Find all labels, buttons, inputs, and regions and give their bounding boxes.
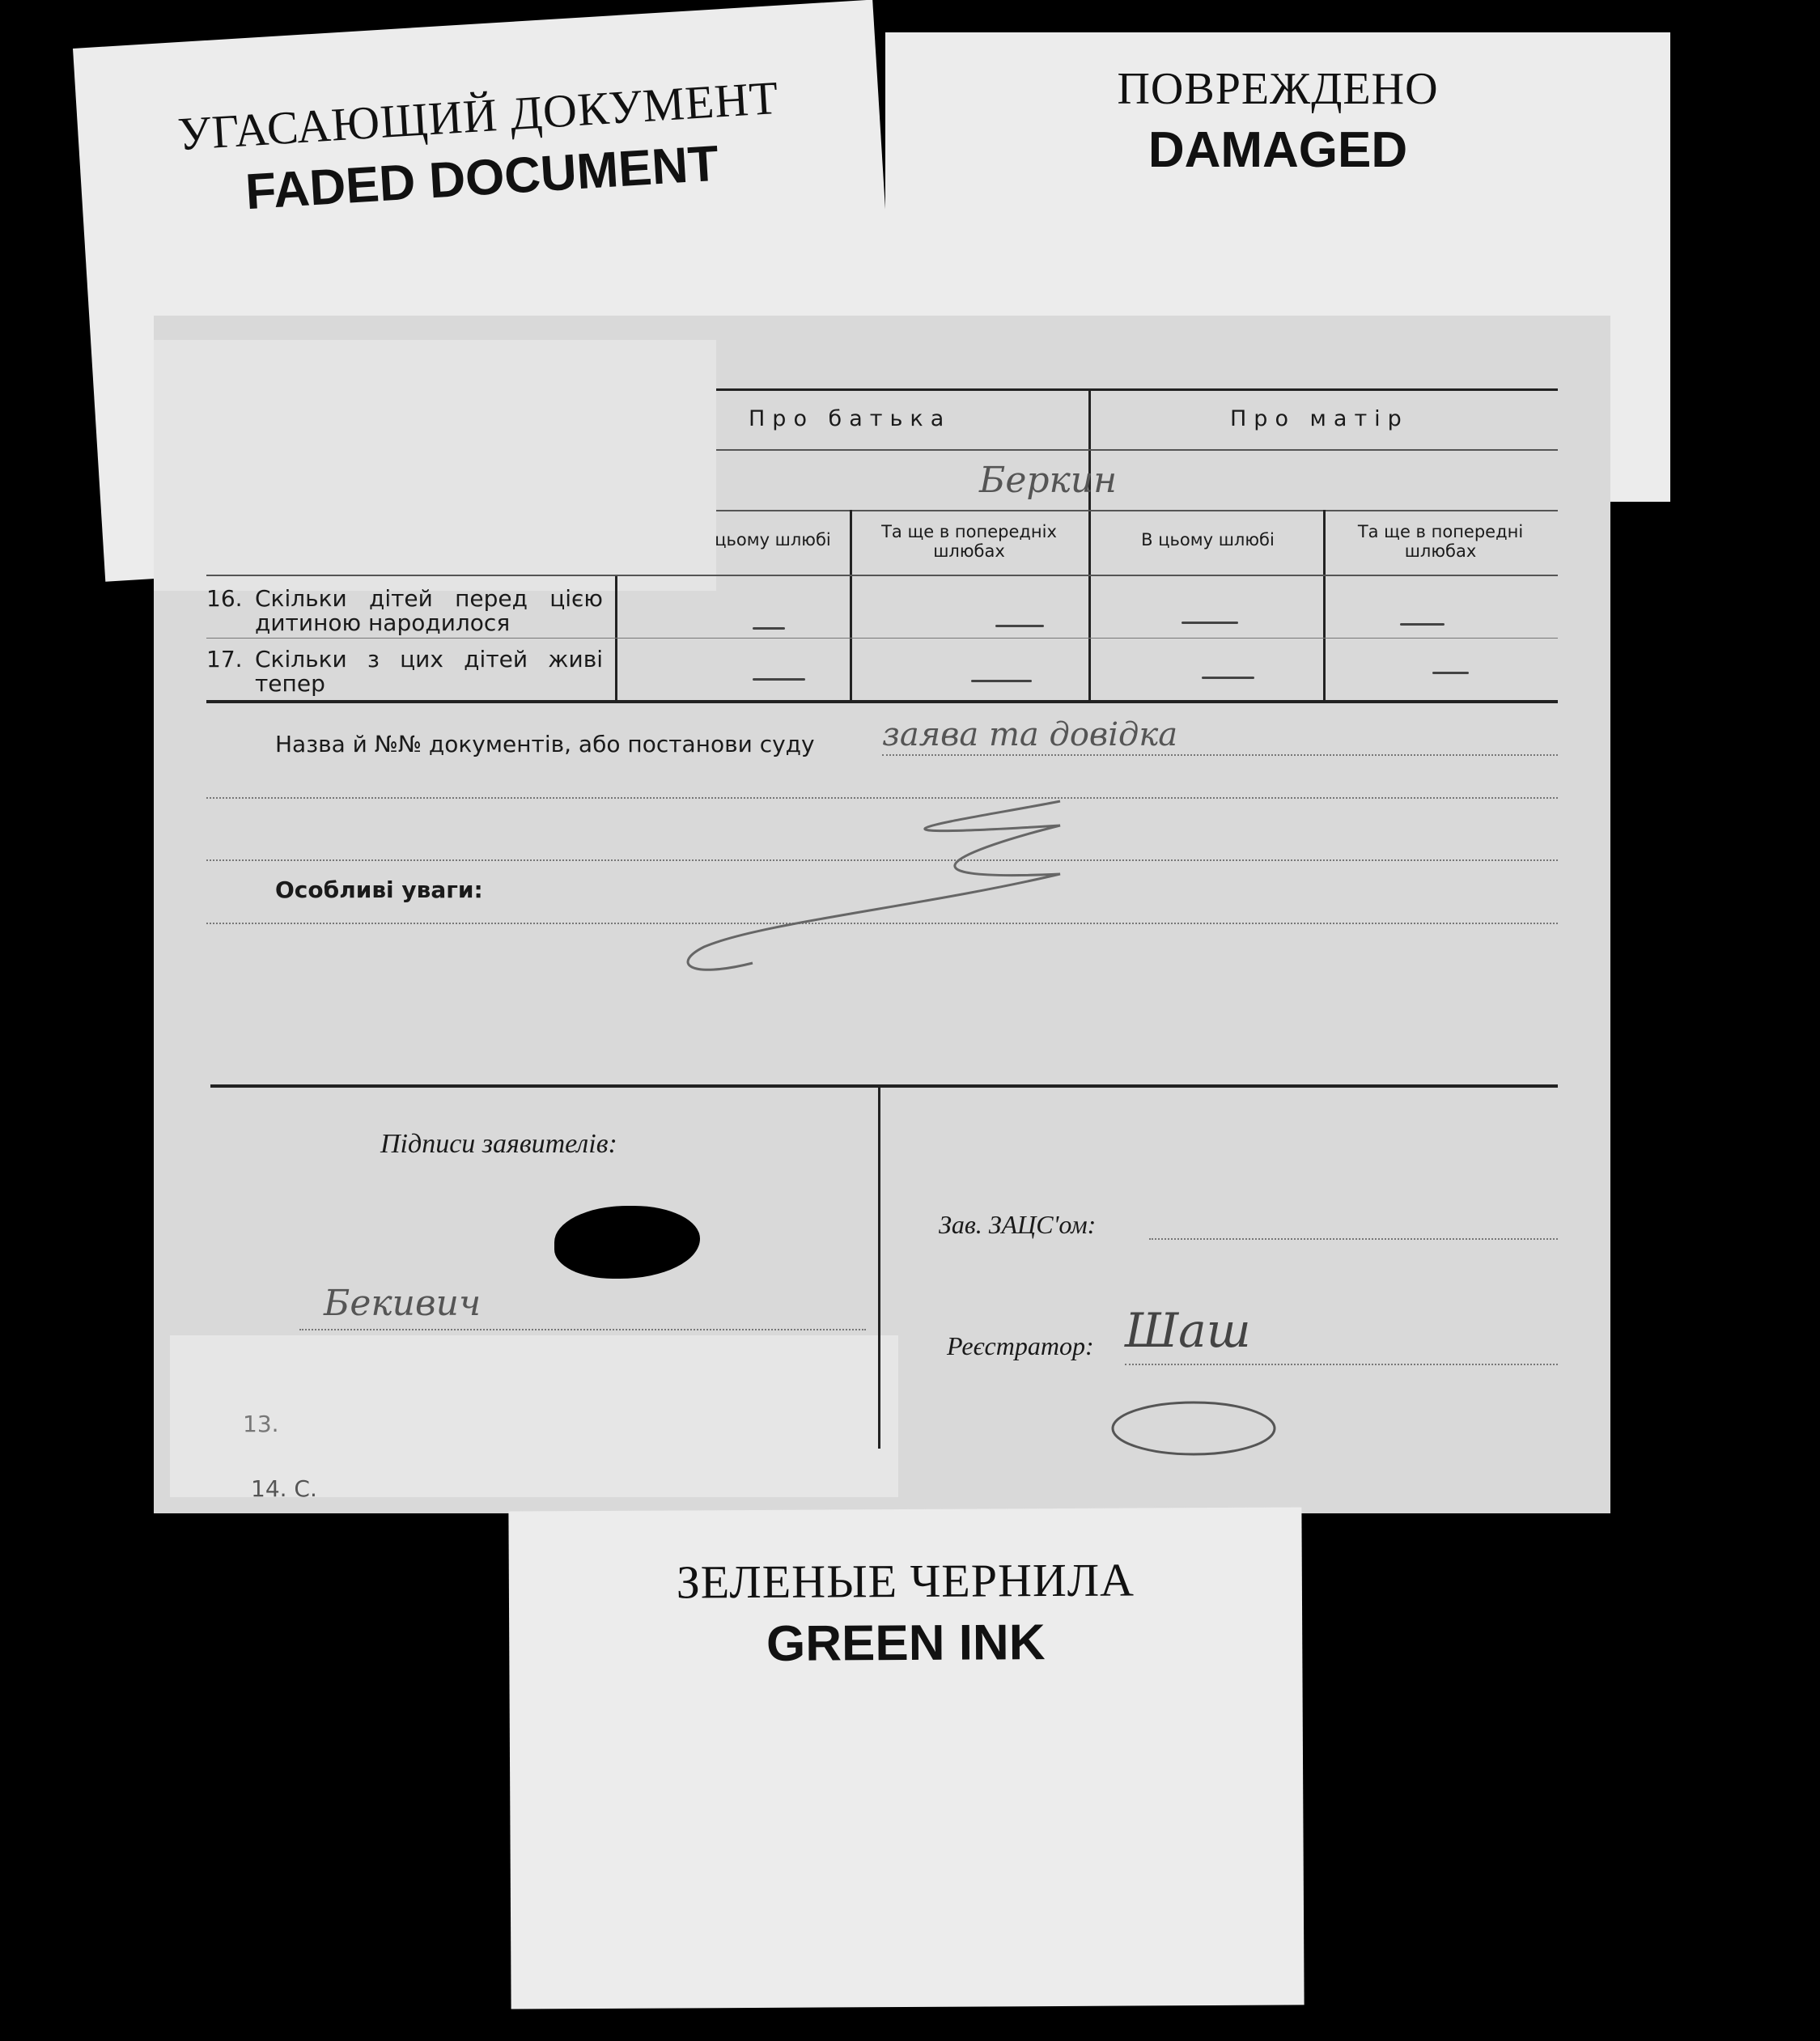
header-father: Про батька <box>749 406 952 431</box>
bottom-fragment-13: 13. <box>243 1411 279 1437</box>
bottom-patch <box>170 1335 898 1497</box>
registrar-signature: Шаш <box>1125 1303 1251 1358</box>
faded-card-ru: УГАСАЮЩИЙ ДОКУМЕНТ <box>176 70 781 161</box>
sub-previous-father: Та ще в попередніх шлюбах <box>881 522 1057 561</box>
damaged-card-ru: ПОВРЕЖДЕНО <box>1117 64 1439 114</box>
faded-patch <box>154 340 716 591</box>
faded-card-en: FADED DOCUMENT <box>244 135 721 221</box>
damaged-card-en: DAMAGED <box>1148 122 1408 178</box>
strike-mark <box>639 785 1222 987</box>
head-zags-label: Зав. ЗАЦС'ом: <box>939 1210 1097 1239</box>
ink-blot <box>554 1206 700 1279</box>
sub-previous-mother: Та ще в попередні шлюбах <box>1357 522 1524 561</box>
q16-number: 16. <box>206 585 243 612</box>
registrar-label: Реєстратор: <box>947 1331 1094 1360</box>
registrar-flourish <box>1101 1384 1295 1473</box>
sub-this-marriage-father: цьому шлюбі <box>715 530 831 550</box>
documents-value: заява та довідка <box>882 716 1178 753</box>
remarks-label: Особливі уваги: <box>275 876 483 903</box>
documents-label: Назва й №№ документів, або постанови суду <box>275 731 815 757</box>
applicant-signature: Бекивич <box>324 1283 482 1324</box>
green-card-en: GREEN INK <box>766 1615 1046 1672</box>
green-card-ru: ЗЕЛЕНЫЕ ЧЕРНИЛА <box>676 1553 1135 1609</box>
q17-number: 17. <box>206 646 243 673</box>
certificate-form <box>154 316 1610 1513</box>
header-mother: Про матір <box>1230 406 1409 431</box>
green-ink-card <box>508 1507 1304 2009</box>
applicant-signatures-label: Підписи заявителів: <box>380 1129 617 1159</box>
handwritten-surname: Беркин <box>979 460 1118 501</box>
q17-text: Скільки з цих дітей живі тепер <box>255 646 603 697</box>
bottom-fragment-14: 14. С. <box>251 1475 317 1502</box>
q16-text: Скільки дітей перед цією дитиною народилося <box>255 585 603 636</box>
sub-this-marriage-mother: В цьому шлюбі <box>1141 530 1275 550</box>
